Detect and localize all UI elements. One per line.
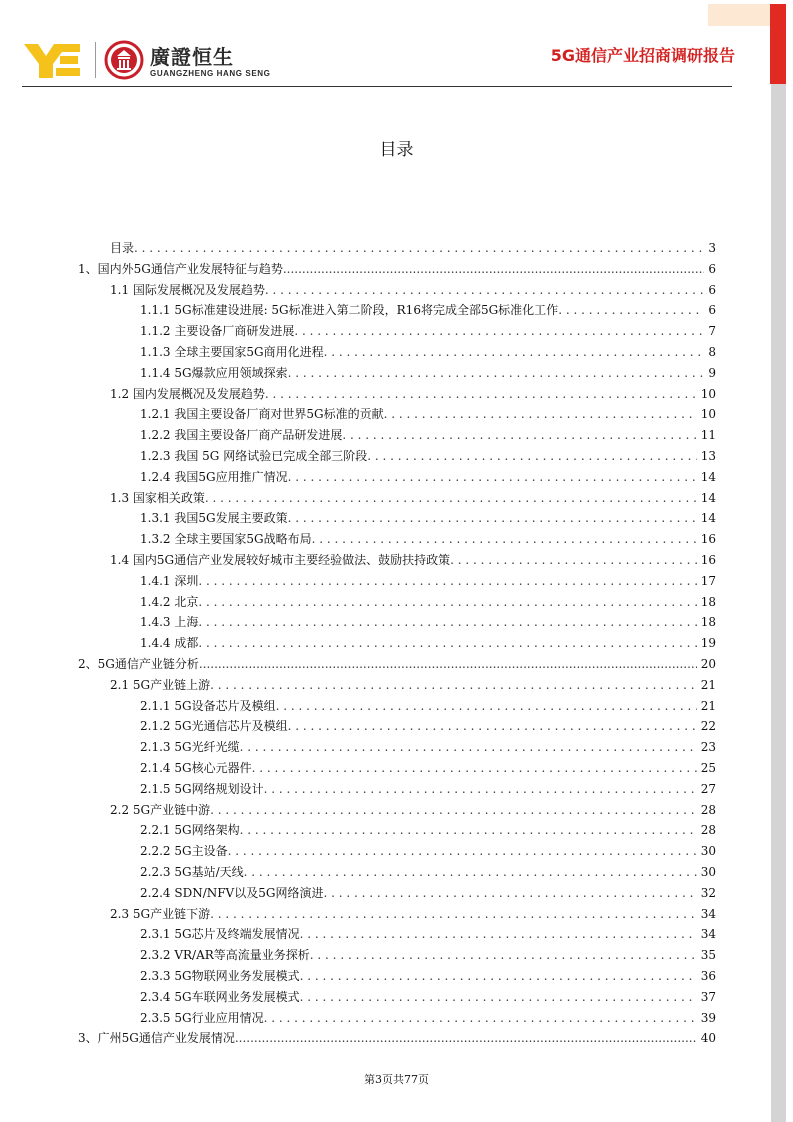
toc-entry-title: 1.1.3 全球主要国家5G商用化进程 [140, 345, 324, 359]
toc-entry[interactable] [140, 321, 716, 341]
toc-leader-dots [342, 425, 696, 445]
toc-leader-dots [300, 987, 697, 1007]
toc-entry[interactable] [78, 259, 716, 279]
toc-entry-title: 1.4.2 北京 [140, 594, 199, 609]
toc-leader-dots [240, 737, 697, 757]
toc-entry-page: 3 [708, 241, 716, 255]
page-footer: 第3页共77页 [364, 1073, 429, 1086]
toc-entry[interactable] [140, 737, 716, 757]
toc-entry-page: 34 [700, 927, 716, 942]
toc-leader-dots [198, 612, 696, 632]
toc-entry-page: 25 [700, 761, 716, 775]
toc-entry-title: 2.1.4 5G核心元器件 [140, 761, 252, 775]
toc-entry[interactable] [140, 862, 716, 882]
toc-entry-page: 6 [708, 282, 716, 297]
toc-entry[interactable] [140, 1008, 716, 1028]
toc-leader-dots [199, 654, 697, 674]
brand-name-english: GUANGZHENG HANG SENG [150, 69, 271, 78]
toc-entry-page: 14 [700, 511, 716, 526]
toc-entry-page: 10 [700, 407, 716, 422]
toc-entry[interactable] [140, 716, 716, 736]
toc-entry-page: 40 [700, 1031, 716, 1046]
toc-entry-title: 2.3.2 VR/AR等高流量业务探析 [140, 948, 310, 963]
toc-entry-page: 28 [700, 823, 716, 838]
toc-leader-dots [367, 446, 697, 466]
toc-leader-dots [324, 342, 705, 362]
toc-entry-page: 7 [708, 324, 716, 339]
toc-entry-title: 2.3.1 5G芯片及终端发展情况 [140, 927, 300, 942]
toc-entry-title: 1.2.3 我国 5G 网络试验已完成全部三阶段 [140, 449, 368, 463]
toc-entry[interactable] [78, 1028, 716, 1048]
toc-entry[interactable] [140, 571, 716, 591]
toc-leader-dots [323, 883, 696, 903]
toc-entry[interactable] [140, 779, 716, 799]
toc-entry-title: 2.2.4 SDN/NFV以及5G网络演进 [140, 885, 324, 900]
toc-entry-page: 9 [708, 365, 716, 380]
toc-entry[interactable] [110, 280, 716, 300]
toc-entry-title: 2.1 5G产业链上游 [110, 677, 211, 692]
toc-entry-title: 1.3 国家相关政策 [110, 490, 205, 505]
seal-logo-icon [104, 40, 144, 80]
toc-entry-page: 30 [700, 865, 716, 879]
toc-entry-title: 3、广州5G通信产业发展情况 [78, 1031, 235, 1046]
toc-leader-dots [276, 696, 697, 716]
toc-entry[interactable] [110, 384, 716, 404]
toc-entry-title: 1.1.4 5G爆款应用领域探索 [140, 365, 288, 380]
toc-entry-title: 1.3.2 全球主要国家5G战略布局 [140, 532, 312, 547]
toc-entry-page: 14 [700, 490, 716, 505]
toc-leader-dots [252, 758, 697, 778]
toc-leader-dots [288, 467, 697, 487]
toc-entry[interactable] [140, 425, 716, 445]
toc-entry[interactable] [78, 654, 716, 674]
toc-leader-dots [300, 924, 697, 944]
toc-leader-dots [384, 404, 697, 424]
toc-entry[interactable] [140, 529, 716, 549]
toc-leader-dots [228, 841, 697, 861]
toc-entry-title: 2.3.3 5G物联网业务发展模式 [140, 969, 300, 983]
toc-entry[interactable] [140, 883, 716, 903]
toc-entry-page: 27 [700, 781, 716, 796]
toc-entry-title: 2.3.5 5G行业应用情况 [140, 1010, 264, 1025]
toc-entry-title: 1.4.3 上海 [140, 615, 199, 630]
toc-leader-dots [300, 966, 697, 986]
toc-entry[interactable] [140, 841, 716, 861]
toc-leader-dots [288, 716, 697, 736]
toc-entry-title: 2.1.3 5G光纤光缆 [140, 740, 240, 755]
toc-entry[interactable] [140, 404, 716, 424]
toc-entry-title: 2.1.5 5G网络规划设计 [140, 781, 264, 796]
toc-entry[interactable] [140, 508, 716, 528]
toc-leader-dots [294, 321, 704, 341]
toc-entry[interactable] [110, 800, 716, 820]
toc-entry-page: 30 [700, 844, 716, 859]
toc-leader-dots [198, 571, 696, 591]
toc-leader-dots [288, 363, 705, 383]
toc-leader-dots [283, 259, 705, 279]
toc-entry-page: 6 [708, 303, 716, 318]
toc-entry-page: 18 [700, 615, 716, 630]
toc-leader-dots [312, 529, 697, 549]
toc-entry-page: 35 [700, 948, 716, 963]
toc-leader-dots [210, 675, 697, 695]
toc-leader-dots [235, 1028, 697, 1048]
toc-entry-title: 1.2 国内发展概况及发展趋势 [110, 386, 265, 401]
header-divider [22, 86, 732, 87]
toc-entry-page: 36 [700, 969, 716, 983]
header-red-bar [770, 4, 786, 84]
ye-logo-icon [22, 40, 82, 80]
toc-entry-page: 14 [700, 469, 716, 484]
toc-heading: 目录 [379, 140, 414, 160]
toc-leader-dots [244, 862, 697, 882]
toc-leader-dots [205, 488, 697, 508]
toc-entry-page: 32 [700, 885, 716, 900]
toc-entry-title: 1.3.1 我国5G发展主要政策 [140, 511, 288, 526]
toc-leader-dots [134, 238, 704, 258]
toc-entry[interactable] [110, 488, 716, 508]
toc-entry[interactable] [110, 238, 716, 258]
toc-entry-title: 2.1.2 5G光通信芯片及模组 [140, 719, 288, 734]
toc-entry-title: 1.1 国际发展概况及发展趋势 [110, 282, 265, 297]
toc-entry-page: 16 [700, 532, 716, 547]
toc-entry[interactable] [140, 696, 716, 716]
toc-entry[interactable] [140, 467, 716, 487]
toc-entry-title: 2.2.3 5G基站/天线 [140, 865, 244, 879]
toc-entry-page: 22 [700, 719, 716, 734]
toc-entry-page: 19 [700, 636, 716, 651]
toc-entry-title: 1、国内外5G通信产业发展特征与趋势 [78, 261, 283, 276]
toc-entry-page: 11 [700, 428, 716, 443]
toc-entry-title: 2.2.2 5G主设备 [140, 844, 228, 859]
toc-entry[interactable] [140, 987, 716, 1007]
toc-entry[interactable] [140, 820, 716, 840]
toc-leader-dots [210, 904, 697, 924]
toc-entry-page: 18 [700, 594, 716, 609]
toc-entry-page: 8 [708, 345, 716, 359]
toc-entry-title: 1.2.4 我国5G应用推广情况 [140, 469, 288, 484]
toc-leader-dots [198, 633, 696, 653]
toc-entry[interactable] [140, 300, 716, 320]
toc-entry-page: 6 [708, 261, 716, 276]
toc-entry-title: 1.2.2 我国主要设备厂商产品研发进展 [140, 428, 343, 443]
toc-entry-title: 2.2.1 5G网络架构 [140, 823, 240, 838]
toc-leader-dots [264, 1008, 697, 1028]
toc-entry-title: 1.1.2 主要设备厂商研发进展 [140, 324, 295, 339]
toc-entry-title: 1.1.1 5G标准建设进展: 5G标准进入第二阶段，R16将完成全部5G标准化工作 [140, 303, 559, 318]
toc-entry-page: 21 [700, 677, 716, 692]
side-gray-bar [771, 84, 786, 1122]
toc-entry-title: 2.3.4 5G车联网业务发展模式 [140, 989, 300, 1004]
toc-entry-title: 目录 [110, 241, 135, 255]
toc-entry[interactable] [110, 675, 716, 695]
toc-entry-page: 10 [700, 386, 716, 401]
toc-leader-dots [264, 779, 697, 799]
brand-name: 廣證恒生 [150, 45, 234, 69]
toc-leader-dots [265, 384, 697, 404]
toc-entry-title: 2、5G通信产业链分析 [78, 657, 199, 671]
toc-entry-title: 1.4.1 深圳 [140, 573, 199, 588]
logo-divider [95, 42, 96, 78]
report-title: 5G通信产业招商调研报告 [550, 46, 735, 65]
toc-entry-page: 20 [700, 657, 716, 671]
toc-entry-title: 2.3 5G产业链下游 [110, 906, 211, 921]
toc-entry[interactable] [140, 592, 716, 612]
toc-entry-page: 17 [700, 573, 716, 588]
toc-entry-page: 23 [700, 740, 716, 755]
toc-entry[interactable] [110, 550, 716, 570]
toc-entry-page: 39 [700, 1010, 716, 1025]
toc-entry-page: 28 [700, 802, 716, 817]
toc-entry[interactable] [140, 633, 716, 653]
toc-leader-dots [288, 508, 697, 528]
toc-leader-dots [265, 280, 704, 300]
toc-entry[interactable] [140, 966, 716, 986]
toc-entry-title: 1.4 国内5G通信产业发展较好城市主要经验做法、鼓励扶持政策 [110, 553, 451, 567]
toc-entry-page: 37 [700, 989, 716, 1004]
toc-leader-dots [198, 592, 696, 612]
toc-entry-title: 2.2 5G产业链中游 [110, 802, 211, 817]
toc-leader-dots [450, 550, 697, 570]
toc-entry-title: 1.2.1 我国主要设备厂商对世界5G标准的贡献 [140, 407, 384, 422]
toc-entry[interactable] [140, 945, 716, 965]
toc-entry-page: 16 [700, 553, 716, 567]
toc-entry-page: 13 [700, 449, 716, 463]
toc-entry[interactable] [140, 612, 716, 632]
toc-entry-page: 21 [700, 698, 716, 713]
toc-leader-dots [210, 800, 697, 820]
toc-leader-dots [240, 820, 697, 840]
toc-entry[interactable] [140, 363, 716, 383]
toc-entry-title: 1.4.4 成都 [140, 636, 199, 651]
toc-entry[interactable] [110, 904, 716, 924]
toc-entry[interactable] [140, 446, 716, 466]
toc-leader-dots [310, 945, 697, 965]
toc-entry[interactable] [140, 342, 716, 362]
toc-entry-page: 34 [700, 906, 716, 921]
toc-entry[interactable] [140, 924, 716, 944]
toc-entry-title: 2.1.1 5G设备芯片及模组 [140, 698, 276, 713]
toc-entry[interactable] [140, 758, 716, 778]
toc-leader-dots [558, 300, 704, 320]
